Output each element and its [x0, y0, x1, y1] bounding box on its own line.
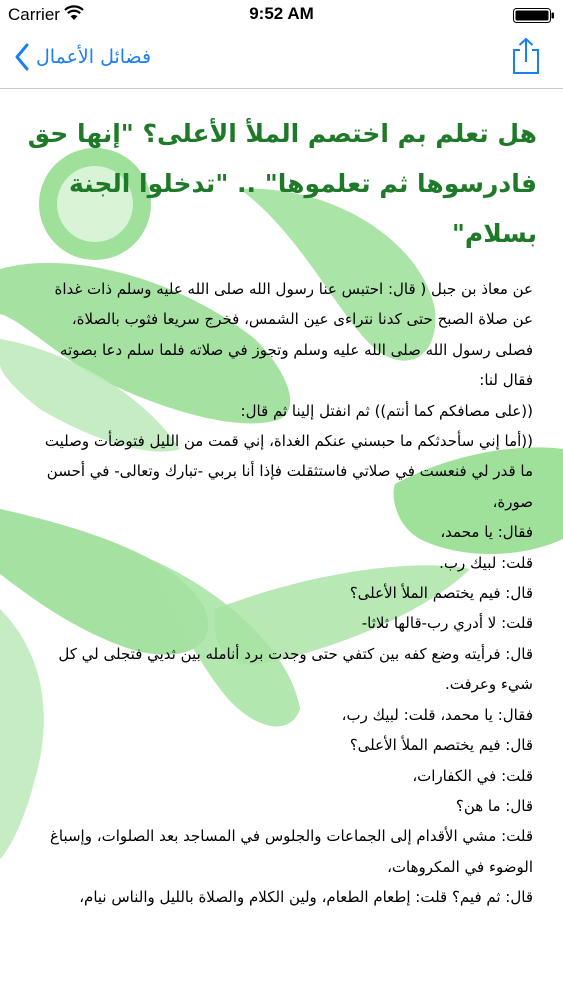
- carrier-label: Carrier: [8, 5, 60, 24]
- chevron-left-icon: [14, 43, 30, 71]
- article-body: عن معاذ بن جبل ( قال: احتبس عنا رسول الله صلى الله عليه وسلم ذات غداة عن صلاة الصبح حتى كدنا نتراءى عين الشمس، فخرج سريعا فثوب بالصلاة، فصلى رسول الله صلى الله عليه وسلم وتجوز في صلاته فلما سلم دعا بصوته فقال لنا: ((على مصافكم كما أنتم)) ثم انفتل إلينا ثم قال: ((أما إني سأحدثكم ما حبسني عنكم الغداة، إني قمت من الليل فتوضأت وصليت ما قدر لي فنعست في صلاتي فاستثقلت فإذا أنا بربي -تبارك وتعالى- في أحسن صورة، فقال: يا محمد، قلت: لبيك رب. قال: فيم يختصم الملأ الأعلى؟ قلت: لا أدري رب-قالها ثلاثا- قال: فرأيته وضع كفه بين كتفي حتى وجدت برد أنامله بين ثديي فتجلى لي كل شيء وعرفت. فقال: يا محمد، قلت: لبيك رب، قال: فيم يختصم الملأ الأعلى؟ قلت: في الكفارات، قال: ما هن؟ قلت: مشي الأقدام إلى الجماعات والجلوس في المساجد بعد الصلوات، وإسباغ الوضوء في المكروهات، قال: ثم فيم؟ قلت: إطعام الطعام، ولين الكلام والصلاة بالليل والناس نيام،: [44, 280, 533, 907]
- article: [0, 89, 563, 913]
- clock: 9:52 AM: [249, 4, 314, 23]
- back-button-label: فضائل الأعمال: [36, 46, 152, 68]
- share-icon[interactable]: [511, 36, 541, 76]
- battery-icon: [513, 8, 555, 23]
- navigation-bar: [0, 28, 563, 89]
- article-title: هل تعلم بم اختصم الملأ الأعلى؟ "إنها حق فادرسوها ثم تعلموها" .. "تدخلوا الجنة بسلام": [27, 119, 537, 248]
- back-button[interactable]: [14, 40, 151, 74]
